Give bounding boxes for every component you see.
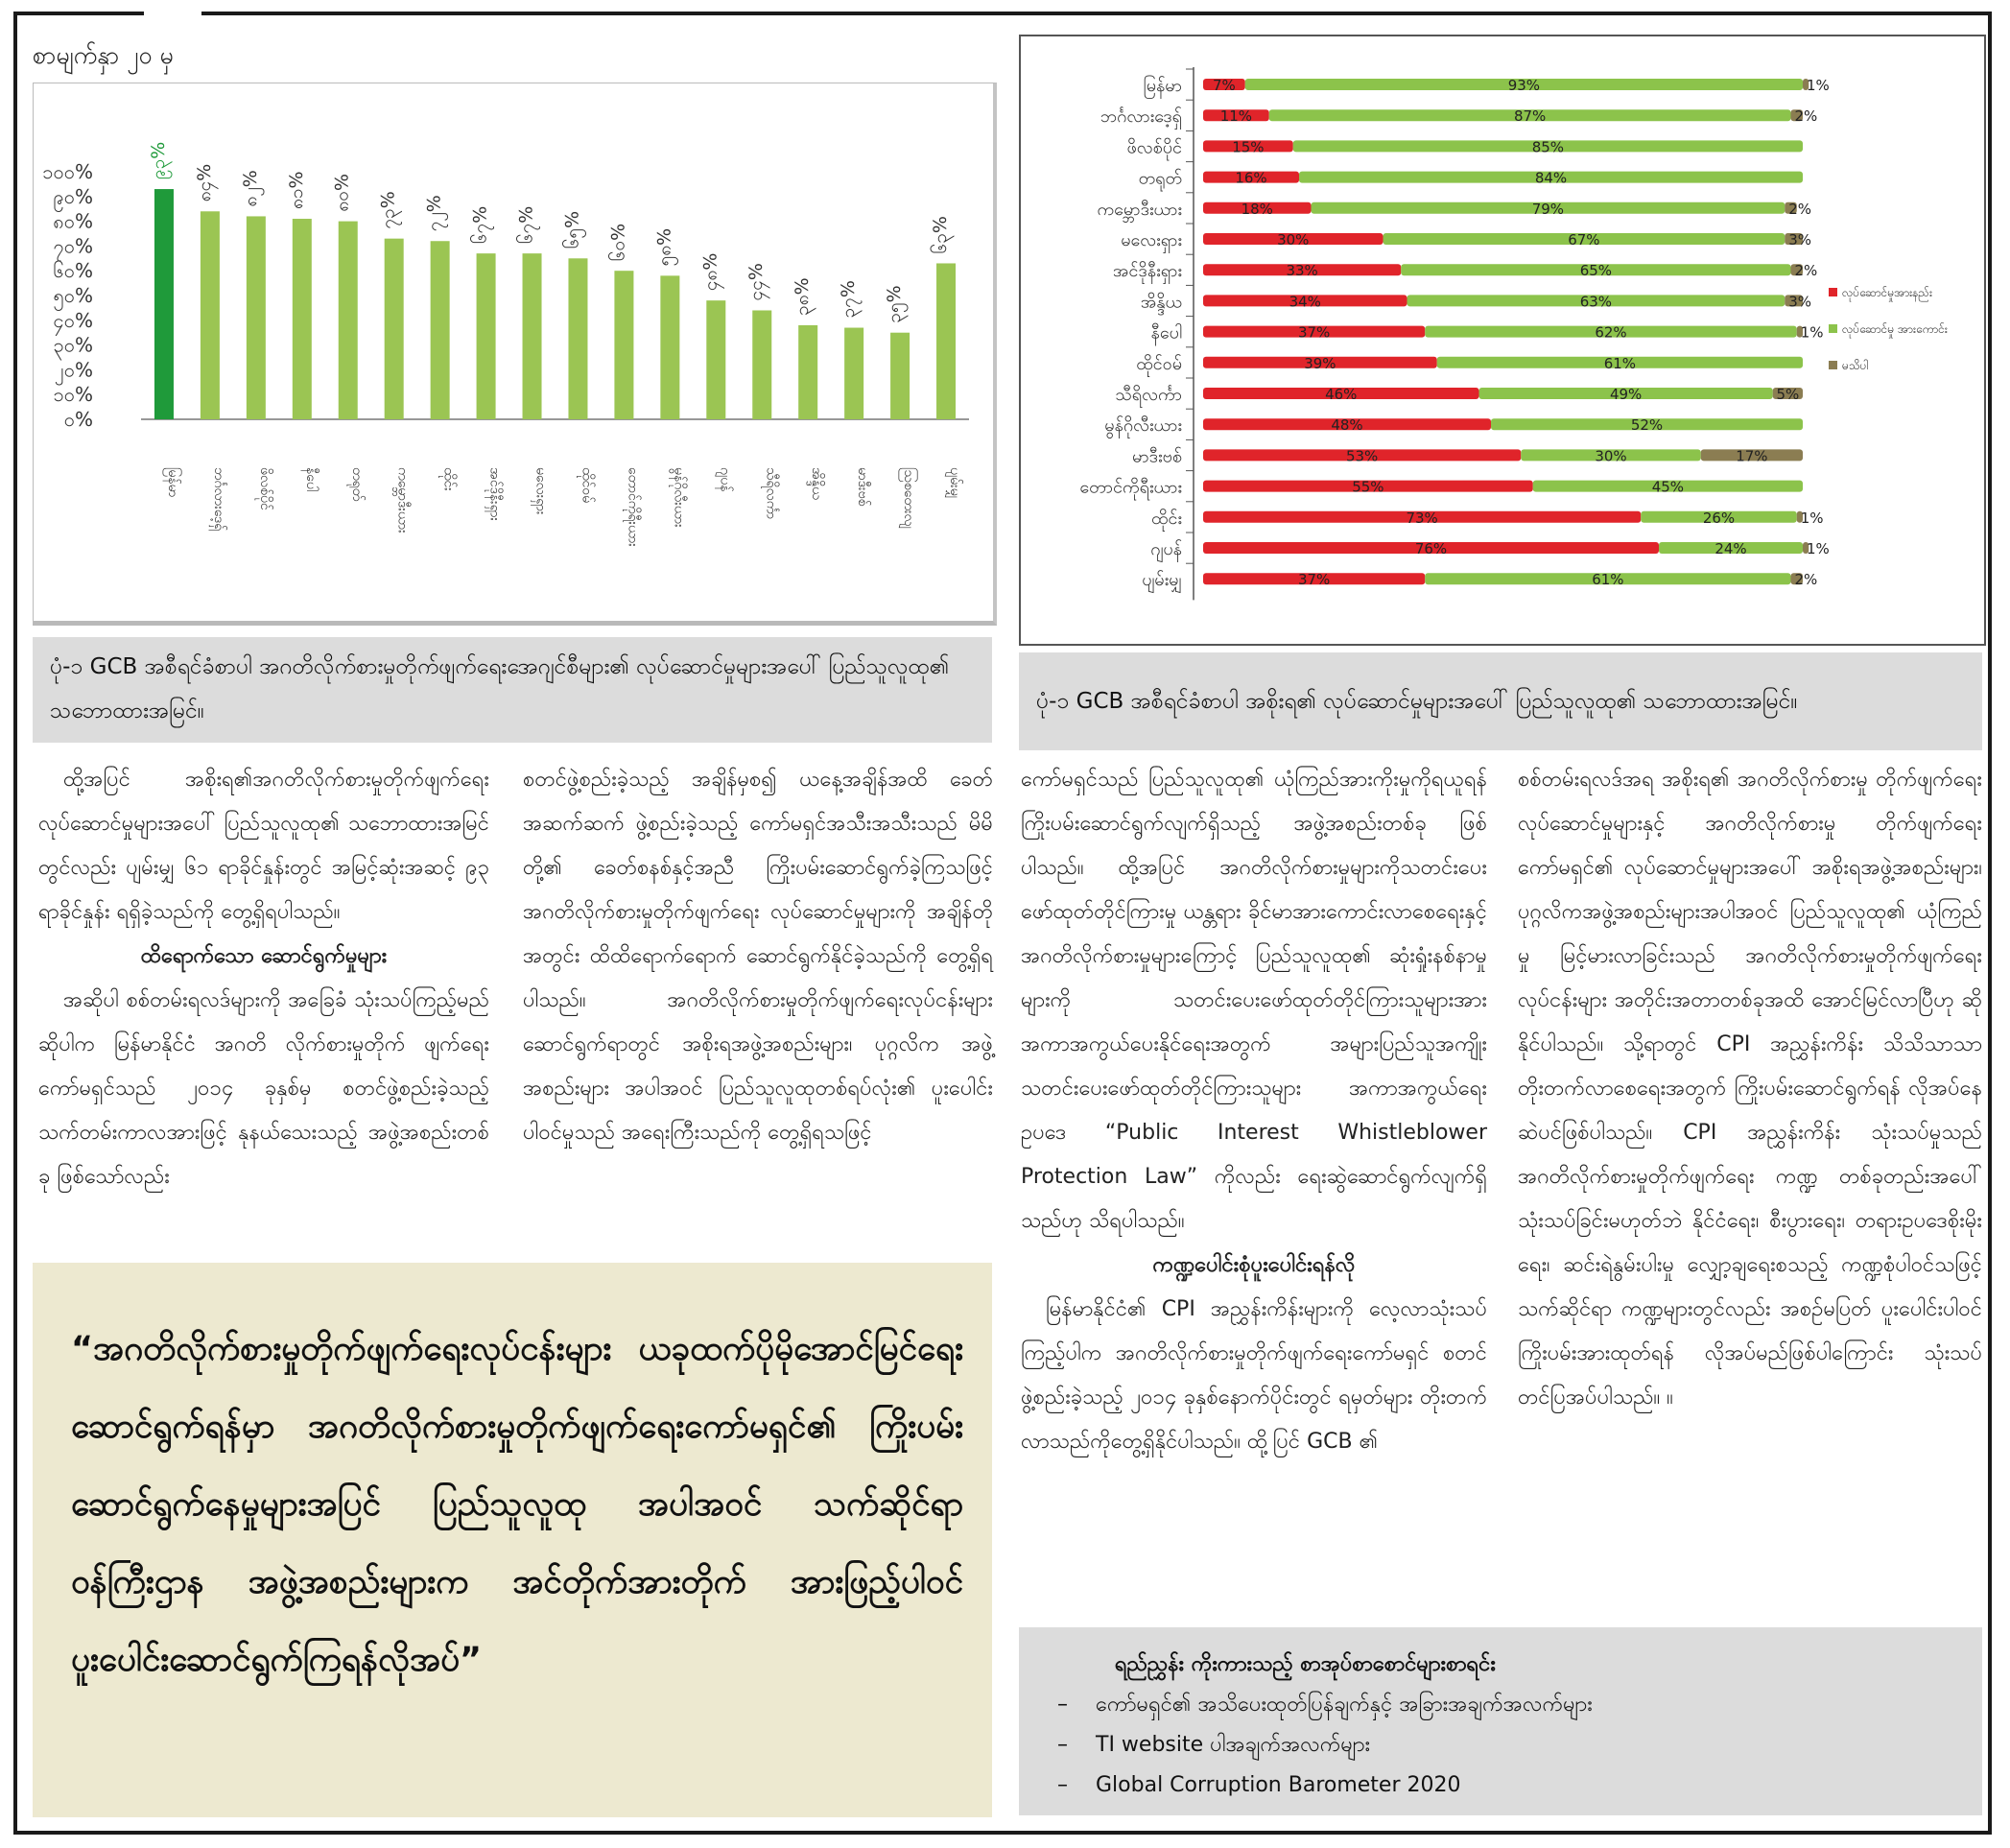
x-tick-label: အိန္ဒိယ [809, 467, 825, 500]
bar [614, 271, 633, 419]
x-tick-label: မြန်မာ [164, 467, 180, 498]
data-label: 53% [1345, 447, 1379, 465]
data-label: 33% [1286, 262, 1318, 280]
bar [936, 263, 956, 419]
y-tick-label: ဂျပန် [1150, 539, 1182, 559]
frame-tab [144, 8, 201, 19]
data-label: 1% [1800, 509, 1824, 527]
bar [477, 253, 496, 419]
x-tick-label: ထိုင်ဝမ် [579, 467, 595, 504]
section-heading: ထိရောက်သော ဆောင်ရွက်မှုများ [140, 944, 388, 968]
bar [339, 222, 358, 419]
text-column-4 [1518, 758, 1982, 1420]
y-tick-label: နီပေါ [1150, 322, 1182, 344]
data-label: 2% [1788, 200, 1812, 218]
data-label: 24% [1714, 540, 1747, 557]
x-tick-label: နီပေါ [302, 467, 319, 492]
x-tick-label: မလေးရှား [532, 467, 549, 515]
bar [247, 216, 266, 419]
data-label: ၃၅% [884, 285, 906, 323]
paragraph: စတင်ဖွဲ့စည်းခဲ့သည့် အချိန်မှစ၍ ယနေ့အချိန်အထိ ခေတ်အဆက်ဆက် ဖွဲ့စည်းခဲ့သည့် ကော်မရှင်အသီးအသီးသည် မိမိတို့၏ ခေတ်စနစ်နှင့်အညီ ကြိုးပမ်းဆောင်ရွက်ခဲ့ကြသဖြင့် အဂတိလိုက်စားမှုတိုက်ဖျက်ရေး လုပ်ဆောင်မှုများကို အချိန်တိုအတွင်း ထိထိရောက်ရောက် ဆောင်ရွက်နိုင်ခဲ့သည်ကို တွေ့ရှိရပါသည်။ အဂတိလိုက်စားမှုတိုက်ဖျက်ရေးလုပ်ငန်းများ ဆောင်ရွက်ရာတွင် အစိုးရအဖွဲ့အစည်းများ၊ ပုဂ္ဂလိက အဖွဲ့အစည်းများ အပါအဝင် ပြည်သူလူထုတစ်ရပ်လုံး၏ ပူးပေါင်း ပါဝင်မှုသည် အရေးကြီးသည်ကို တွေ့ရှိရသဖြင့် [523, 768, 993, 1145]
reference-item: – TI website ပါအချက်အလက်များ [1057, 1733, 1371, 1757]
page-number-label: စာမျက်နှာ ၂၀ မှ [33, 41, 174, 69]
data-label: ၇၂% [423, 195, 445, 232]
reference-item: – Global Corruption Barometer 2020 [1057, 1773, 1461, 1797]
x-tick-label: မွန်ဂိုလီးယား [671, 467, 687, 528]
figure-caption-2: ပုံ-၁ GCB အစီရင်ခံစာပါ အစိုးရ၏ လုပ်ဆောင်မှုများအပေါ် ပြည်သူလူထု၏ သဘောထားအမြင်။ [1019, 652, 1982, 750]
y-tick-label: ၁၀၀% [42, 160, 93, 183]
x-tick-label: သီရိလင်္ကာ [763, 467, 779, 520]
data-label: 3% [1788, 231, 1812, 249]
y-tick-label: မလေးရှား [1121, 230, 1182, 250]
data-label: ၇၃% [377, 191, 399, 229]
data-label: 85% [1531, 138, 1565, 156]
y-tick-label: မွန်ဂိုလီးယား [1104, 415, 1182, 437]
legend-swatch [1829, 288, 1837, 296]
x-tick-label: ကမ္ဘောဒီးယား [394, 467, 411, 533]
y-tick-label: သီရိလင်္ကာ [1115, 385, 1182, 405]
data-label: 55% [1352, 478, 1384, 496]
data-label: 52% [1630, 416, 1664, 435]
data-label: 49% [1609, 386, 1643, 403]
data-label: ၃၈% [792, 277, 814, 316]
y-tick-label: ၄၀% [53, 308, 93, 332]
bar [706, 300, 725, 419]
data-label: 34% [1289, 293, 1321, 311]
bar [568, 258, 587, 419]
data-label: 62% [1595, 323, 1627, 342]
data-label: ၉၃% [147, 141, 169, 180]
y-tick-label: ၃၀% [53, 333, 93, 357]
text-column-3 [1021, 758, 1487, 1464]
data-label: 7% [1212, 77, 1236, 94]
data-label: 37% [1297, 571, 1331, 589]
data-label: 76% [1414, 540, 1448, 557]
data-label: 67% [1568, 231, 1600, 249]
data-label: 17% [1736, 447, 1768, 465]
data-label: 16% [1235, 169, 1267, 187]
x-tick-label: အင်ဒိုနီးရှား [486, 467, 503, 522]
y-tick-label: အိန္ဒိယ [1140, 292, 1182, 313]
bar [431, 241, 450, 419]
y-tick-label: ဘင်္ဂလားဒေ့ရှ် [1100, 107, 1182, 128]
x-tick-label: ဖိလစ်ပိုင် [256, 467, 272, 510]
data-label: 1% [1800, 323, 1824, 342]
chart1-svg [34, 83, 993, 621]
y-tick-label: ထိုင်ဝမ် [1136, 353, 1182, 374]
bar [844, 328, 863, 419]
bar [523, 253, 542, 419]
legend-label: လုပ်ဆောင်မှု အားကောင်း [1842, 322, 1948, 336]
data-label: 61% [1603, 354, 1637, 372]
y-tick-label: တရုတ် [1138, 168, 1182, 189]
x-tick-label: ဘင်္ဂလားဒေ့ရှ် [210, 467, 226, 532]
paragraph: ထို့အပြင် အစိုးရ၏အဂတိလိုက်စားမှုတိုက်ဖျက်ရေးလုပ်ဆောင်မှုများအပေါ် ပြည်သူလူထု၏ သဘောထားအမြင်တွင်လည်း ပျမ်းမျှ ၆၁ ရာခိုင်နှုန်းတွင် အမြင့်ဆုံးအဆင့် ၉၃ ရာခိုင်နှုန်း ရရှိခဲ့သည်ကို တွေ့ရှိရပါသည်။ [38, 768, 489, 924]
references-title: ရည်ညွှန်း ကိုးကားသည့် စာအုပ်စာစောင်များစာရင်း [1115, 1652, 1496, 1676]
data-label: 18% [1241, 200, 1273, 218]
x-tick-label: သြစတေးလျ [901, 467, 917, 529]
data-label: ၄၈% [699, 252, 721, 292]
data-label: ၈၄% [193, 163, 215, 202]
data-label: ၄၄% [745, 263, 768, 301]
bar [798, 325, 817, 419]
y-tick-label: အင်ဒိုနီးရှား [1112, 261, 1182, 282]
text-column-2 [523, 758, 993, 1155]
x-tick-label: ဂျပန် [717, 467, 733, 492]
paragraph: အဆိုပါ စစ်တမ်းရလဒ်များကို အခြေခံ သုံးသပ်ကြည့်မည်ဆိုပါက မြန်မာနိုင်ငံ အဂတိ လိုက်စားမှုတိုက် ဖျက်ရေးကော်မရှင်သည် ၂၀၁၄ ခုနှစ်မှ စတင်ဖွဲ့စည်းခဲ့သည့် သက်တမ်းကာလအားဖြင့် နုနယ်သေးသည့် အဖွဲ့အစည်းတစ်ခု ဖြစ်သော်လည်း [38, 988, 489, 1189]
data-label: 2% [1794, 262, 1818, 280]
section-heading: ကဏ္ဍပေါင်းစုံပူးပေါင်းရန်လို [1152, 1253, 1356, 1277]
data-label: ၆၀% [607, 223, 629, 262]
data-label: 2% [1794, 571, 1818, 589]
bar [154, 189, 174, 419]
data-label: 65% [1579, 262, 1613, 280]
x-tick-label: မာဒီးဗစ် [855, 467, 871, 507]
data-label: 3% [1788, 293, 1812, 311]
bar [752, 310, 771, 419]
figure-caption-1: ပုံ-၁ GCB အစီရင်ခံစာပါ အဂတိလိုက်စားမှုတိုက်ဖျက်ရေးအေဂျင်စီများ၏ လုပ်ဆောင်မှုများအပေါ် ပြည်သူလူထု၏ သဘောထားအမြင်။ [33, 637, 992, 743]
data-label: 93% [1507, 77, 1541, 94]
text-column-1 [38, 758, 489, 1199]
y-tick-label: ပျမ်းမျှ [1142, 570, 1182, 591]
references-box [1019, 1627, 1982, 1815]
data-label: ၅၈% [653, 227, 675, 267]
legend-swatch [1829, 324, 1837, 333]
legend-label: မသိပါ [1842, 359, 1869, 372]
bar [201, 211, 220, 419]
y-tick-label: ၉၀% [53, 184, 93, 208]
data-label: 46% [1325, 386, 1358, 403]
data-label: 1% [1807, 540, 1830, 557]
bar [660, 275, 679, 419]
y-tick-label: ၅၀% [53, 284, 93, 307]
paragraph: မြန်မာနိုင်ငံ၏ CPI အညွှန်းကိန်းများကို လေ့လာသုံးသပ်ကြည့်ပါက အဂတိလိုက်စားမှုတိုက်ဖျက်ရေးကော်မရှင် စတင်ဖွဲ့စည်းခဲ့သည့် ၂၀၁၄ ခုနှစ်နောက်ပိုင်းတွင် ရမှတ်များ တိုးတက်လာသည်ကိုတွေ့ရှိနိုင်ပါသည်။ ထို့ပြင် GCB ၏ [1021, 1297, 1487, 1454]
reference-item: – ကော်မရှင်၏ အသိပေးထုတ်ပြန်ချက်နှင့် အခြားအချက်အလက်များ [1057, 1693, 1593, 1717]
y-tick-label: ၂၀% [54, 358, 93, 382]
bar [385, 239, 404, 419]
data-label: ၆၃% [930, 216, 952, 254]
data-label: 37% [1297, 323, 1331, 342]
data-label: 84% [1534, 169, 1568, 187]
data-label: ၆၅% [561, 210, 583, 249]
data-label: 39% [1304, 354, 1336, 372]
y-tick-label: ၀% [63, 408, 93, 431]
x-tick-label: ပျမ်းမျှ [947, 467, 963, 499]
chart-agency-perception [33, 83, 997, 626]
data-label: 15% [1232, 138, 1265, 156]
y-tick-label: မာဒီးဗစ် [1131, 446, 1182, 467]
y-tick-label: တောင်ကိုရီးယား [1079, 477, 1182, 498]
paragraph: ကော်မရှင်သည် ပြည်သူလူထု၏ ယုံကြည်အားကိုးမှုကိုရယူရန် ကြိုးပမ်းဆောင်ရွက်လျက်ရှိသည့် အဖွဲ့အစည်းတစ်ခု ဖြစ်ပါသည်။ ထို့အပြင် အဂတိလိုက်စားမှုများကိုသတင်းပေးဖော်ထုတ်တိုင်ကြားမှု ယန္တရား ခိုင်မာအားကောင်းလာစေရေးနှင့် အဂတိလိုက်စားမှုများကြောင့် ပြည်သူလူထု၏ ဆုံးရှုံးနစ်နာမှုများကို သတင်းပေးဖော်ထုတ်တိုင်ကြားသူများအား အကာအကွယ်ပေးနိုင်ရေးအတွက် အများပြည်သူအကျိုး သတင်းပေးဖော်ထုတ်တိုင်ကြားသူများ အကာအကွယ်ရေးဥပဒေ “Public Interest Whistleblower Protection Law” ကိုလည်း ရေးဆွဲဆောင်ရွက်လျက်ရှိသည်ဟု သိရပါသည်။ [1021, 768, 1487, 1233]
y-tick-label: ကမ္ဘောဒီးယား [1097, 199, 1182, 220]
bar [293, 219, 312, 419]
data-label: ၈၂% [239, 170, 261, 207]
data-label: 63% [1579, 293, 1613, 311]
y-tick-label: ၈၀% [53, 209, 93, 233]
chart-government-perception [1019, 35, 1986, 646]
data-label: ၈၀% [331, 173, 353, 212]
data-label: 2% [1794, 107, 1818, 126]
data-label: ၆၇% [469, 205, 491, 245]
y-tick-label: ၆၀% [53, 259, 93, 283]
data-label: 79% [1531, 200, 1565, 218]
legend-swatch [1829, 361, 1837, 369]
data-label: 1% [1807, 77, 1830, 94]
data-label: 5% [1776, 386, 1800, 403]
data-label: ၈၁% [285, 171, 307, 210]
bar [890, 333, 910, 419]
data-label: 48% [1331, 416, 1363, 435]
data-label: 61% [1592, 571, 1624, 589]
paragraph: စစ်တမ်းရလဒ်အရ အစိုးရ၏ အဂတိလိုက်စားမှု တိုက်ဖျက်ရေးလုပ်ဆောင်မှုများနှင့် အဂတိလိုက်စားမှု တိုက်ဖျက်ရေးကော်မရှင်၏ လုပ်ဆောင်မှုများအပေါ် အစိုးရအဖွဲ့အစည်းများ၊ ပုဂ္ဂလိကအဖွဲ့အစည်းများအပါအဝင် ပြည်သူလူထု၏ ယုံကြည်မှု မြင့်မားလာခြင်းသည် အဂတိလိုက်စားမှုတိုက်ဖျက်ရေးလုပ်ငန်းများ အတိုင်းအတာတစ်ခုအထိ အောင်မြင်လာပြီဟု ဆိုနိုင်ပါသည်။ သို့ရာတွင် CPI အညွှန်းကိန်း သိသိသာသာ တိုးတက်လာစေရေးအတွက် ကြိုးပမ်းဆောင်ရွက်ရန် လိုအပ်နေဆဲပင်ဖြစ်ပါသည်။ CPI အညွှန်းကိန်း သုံးသပ်မှုသည် အဂတိလိုက်စားမှုတိုက်ဖျက်ရေး ကဏ္ဍ တစ်ခုတည်းအပေါ် သုံးသပ်ခြင်းမဟုတ်ဘဲ နိုင်ငံရေး၊ စီးပွားရေး၊ တရားဥပဒေစိုးမိုးရေး၊ ဆင်းရဲနွမ်းပါးမှု လျှော့ချရေးစသည့် ကဏ္ဍစုံပါဝင်သဖြင့် သက်ဆိုင်ရာ ကဏ္ဍများတွင်လည်း အစဉ်မပြတ် ပူးပေါင်းပါဝင် ကြိုးပမ်းအားထုတ်ရန် လိုအပ်မည်ဖြစ်ပါကြောင်း သုံးသပ်တင်ပြအပ်ပါသည်။ ။ [1518, 768, 1982, 1410]
y-tick-label: ၇၀% [53, 234, 93, 258]
data-label: ၃၇% [838, 280, 860, 319]
chart2-svg [1021, 36, 1980, 640]
y-tick-label: ဖိလစ်ပိုင် [1126, 137, 1182, 158]
x-tick-label: တရုတ် [348, 467, 365, 502]
data-label: 73% [1406, 509, 1438, 527]
y-tick-label: ထိုင်း [1151, 508, 1182, 529]
y-tick-label: မြန်မာ [1143, 76, 1182, 96]
data-label: 30% [1595, 447, 1627, 465]
x-tick-label: တောင်ကိုရီးယား [625, 467, 641, 547]
data-label: 11% [1219, 107, 1253, 126]
data-label: 30% [1277, 231, 1310, 249]
data-label: 26% [1702, 509, 1736, 527]
x-tick-label: ထိုင်း [440, 467, 457, 491]
data-label: 45% [1651, 478, 1685, 496]
data-label: 87% [1513, 107, 1547, 126]
legend-label: လုပ်ဆောင်မှုအားနည်း [1842, 286, 1933, 299]
data-label: ၆၇% [515, 205, 537, 245]
pull-quote: “အဂတိလိုက်စားမှုတိုက်ဖျက်ရေးလုပ်ငန်းများ ယခုထက်ပိုမိုအောင်မြင်ရေးဆောင်ရွက်ရန်မှာ အဂတိလိုက်စားမှုတိုက်ဖျက်ရေးကော်မရှင်၏ ကြိုးပမ်းဆောင်ရွက်နေမှုများအပြင် ပြည်သူလူထု အပါအဝင် သက်ဆိုင်ရာဝန်ကြီးဌာန အဖွဲ့အစည်းများက အင်တိုက်အားတိုက် အားဖြည့်ပါဝင် ပူးပေါင်းဆောင်ရွက်ကြရန်လိုအပ်” [33, 1263, 992, 1817]
y-tick-label: ၁၀% [53, 383, 93, 407]
